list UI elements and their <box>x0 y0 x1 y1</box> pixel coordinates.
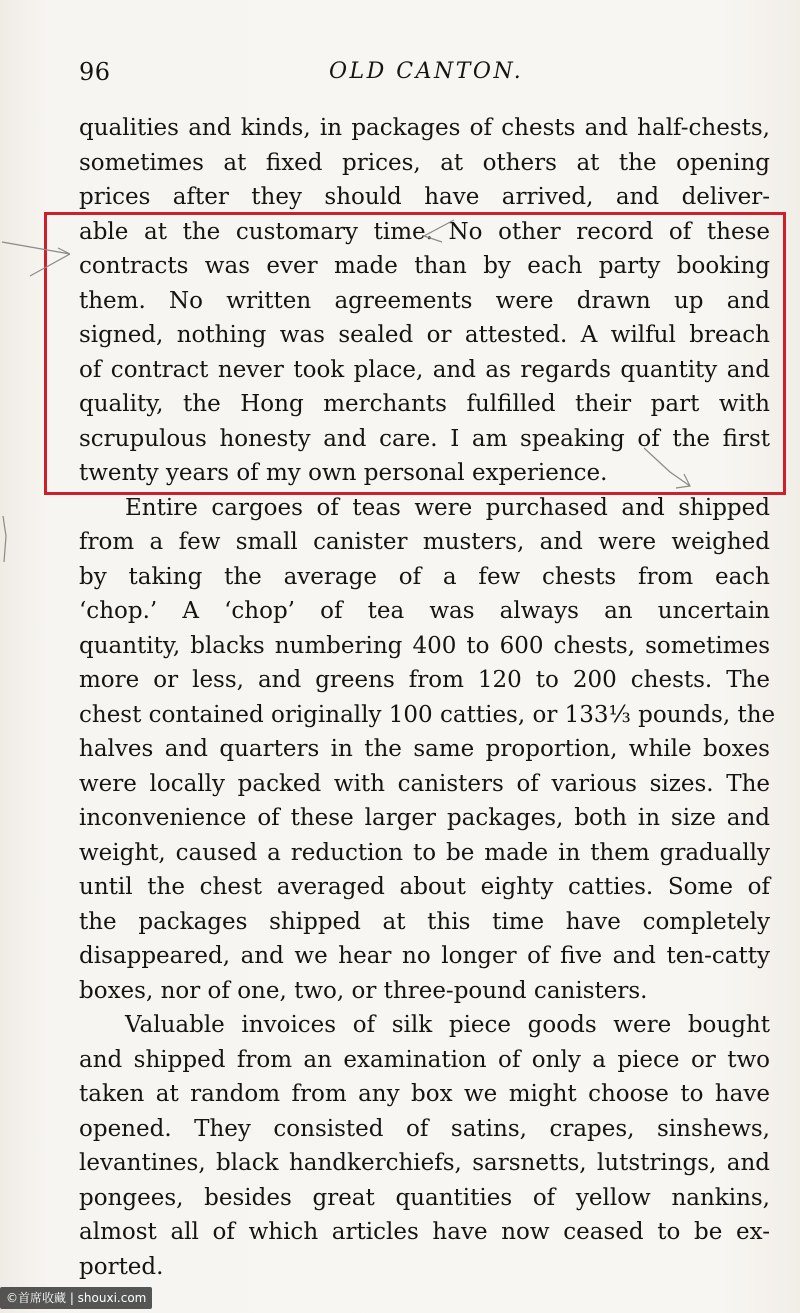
pencil-corner-mark <box>640 442 700 492</box>
text-line: almost all of which articles have now ceased to be ex- <box>79 1219 770 1245</box>
text-line: signed, nothing was sealed or attested. A wilful breach <box>79 322 770 348</box>
text-line: halves and quarters in the same proportion, while boxes <box>79 736 770 762</box>
text-line: chest contained originally 100 catties, or 133⅓ pounds, the <box>79 701 776 728</box>
text-line: prices after they should have arrived, and deliver- <box>79 184 770 210</box>
text-line: ported. <box>79 1253 164 1280</box>
text-line: and shipped from an examination of only a piece or two <box>79 1046 770 1073</box>
text-line: from a few small canister musters, and were weighed <box>79 529 770 555</box>
source-watermark: ©首席收藏 | shouxi.com <box>0 1287 152 1309</box>
text-line: twenty years of my own personal experience. <box>79 460 608 486</box>
text-line: weight, caused a reduction to be made in them gradually <box>79 839 770 866</box>
text-line: them. No written agreements were drawn up and <box>79 287 770 314</box>
text-line: disappeared, and we hear no longer of five and ten-catty <box>79 943 770 969</box>
text-line: until the chest averaged about eighty catties. Some of <box>79 874 770 900</box>
text-line: taken at random from any box we might choose to have <box>79 1081 770 1107</box>
running-title: OLD CANTON. <box>329 59 524 84</box>
text-line: more or less, and greens from 120 to 200 chests. The <box>79 667 770 693</box>
pencil-arrow-mark <box>0 228 80 288</box>
text-line: by taking the average of a few chests from each <box>79 563 770 590</box>
pencil-caret-mark <box>402 216 462 246</box>
text-line: inconvenience of these larger packages, both in size and <box>79 805 770 831</box>
text-line: pongees, besides great quantities of yellow nankins, <box>79 1184 770 1211</box>
text-line: qualities and kinds, in packages of chests and half-chests, <box>79 115 770 141</box>
page-number: 96 <box>79 58 111 86</box>
text-line: able at the customary time. No other record of these <box>79 218 770 245</box>
text-line: quantity, blacks numbering 400 to 600 chests, sometimes <box>79 632 770 659</box>
text-line: levantines, black handkerchiefs, sarsnetts, lutstrings, and <box>79 1150 770 1176</box>
text-line: Entire cargoes of teas were purchased and shipped <box>125 494 770 521</box>
text-line: sometimes at fixed prices, at others at the opening <box>79 149 770 176</box>
text-line: were locally packed with canisters of various sizes. The <box>79 770 770 797</box>
text-line: the packages shipped at this time have completely <box>79 908 770 935</box>
text-line: opened. They consisted of satins, crapes, sinshews, <box>79 1115 770 1142</box>
pencil-bracket-mark <box>0 512 20 572</box>
page-header <box>79 58 770 92</box>
text-line: scrupulous honesty and care. I am speaking of the first <box>79 425 770 452</box>
text-line: of contract never took place, and as regards quantity and <box>79 356 770 383</box>
text-line: contracts was ever made than by each party booking <box>79 253 770 279</box>
text-line: ‘chop.’ A ‘chop’ of tea was always an uncertain <box>79 598 770 624</box>
text-line: Valuable invoices of silk piece goods were bought <box>125 1012 770 1038</box>
text-line: boxes, nor of one, two, or three-pound canisters. <box>79 977 648 1004</box>
text-line: quality, the Hong merchants fulfilled their part with <box>79 391 770 417</box>
